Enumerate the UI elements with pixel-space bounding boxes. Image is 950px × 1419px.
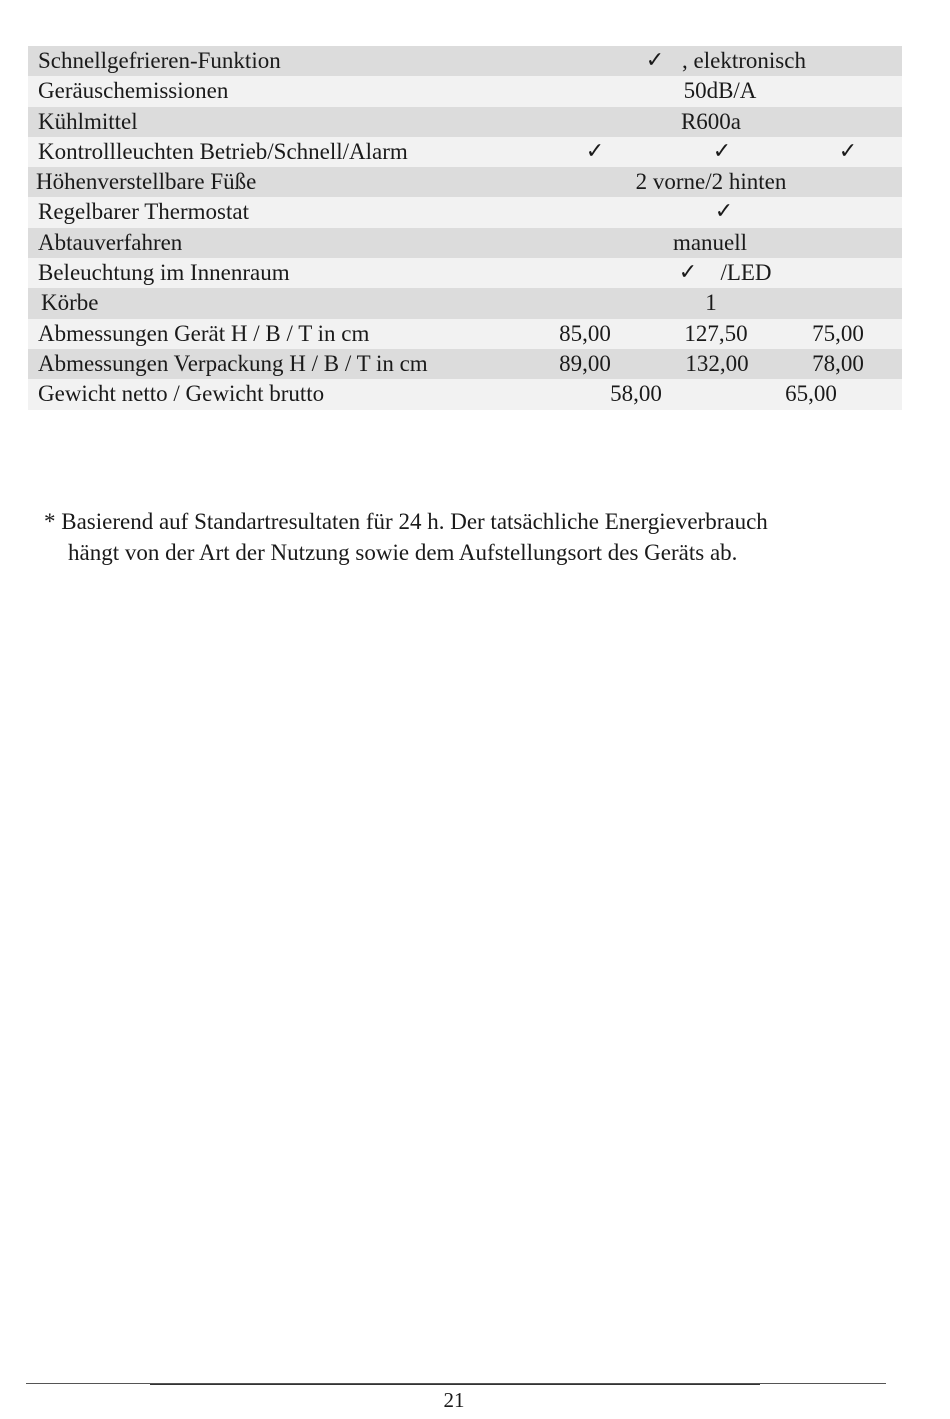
table-row <box>28 197 902 227</box>
row-value: , elektronisch <box>682 48 806 73</box>
table-row <box>28 137 902 167</box>
row-label: Abtauverfahren <box>38 229 183 255</box>
spec-table <box>28 46 902 410</box>
checkmark-icon: ✓ <box>712 138 732 164</box>
footnote-line-2: hängt von der Art der Nutzung sowie dem Aufstellungsort des Geräts ab. <box>68 540 738 565</box>
row-label: Gewicht netto / Gewicht brutto <box>38 381 325 407</box>
row-label: Regelbarer Thermostat <box>38 199 249 225</box>
row-value: /LED <box>720 260 772 286</box>
table-row <box>28 349 902 379</box>
table-row <box>28 46 902 76</box>
table-row <box>28 167 902 197</box>
row-value: 1 <box>705 290 717 316</box>
row-label: Kühlmittel <box>38 108 138 134</box>
checkmark-icon: ✓ <box>714 199 734 225</box>
row-label: Höhenverstellbare Füße <box>36 169 257 195</box>
table-row <box>28 319 902 349</box>
table-row <box>28 107 902 137</box>
table-row <box>28 379 902 409</box>
page-number: 21 <box>443 1388 465 1412</box>
checkmark-icon: ✓ <box>838 138 858 164</box>
checkmark-icon: ✓ <box>678 260 698 286</box>
table-row <box>28 258 902 288</box>
row-value: 58,00 <box>610 381 662 407</box>
row-value: 78,00 <box>812 350 864 376</box>
row-value: R600a <box>680 108 742 134</box>
row-value: 2 vorne/2 hinten <box>635 169 787 195</box>
row-label: Beleuchtung im Innenraum <box>38 260 290 286</box>
table-row <box>28 76 902 106</box>
checkmark-icon: ✓ <box>645 48 665 73</box>
row-label: Kontrollleuchten Betrieb/Schnell/Alarm <box>38 138 408 164</box>
row-label: Abmessungen Gerät H / B / T in cm <box>38 320 370 346</box>
footer-rule-inner <box>150 1384 760 1385</box>
row-value: 75,00 <box>812 320 864 346</box>
row-value: 132,00 <box>685 350 749 376</box>
row-value: manuell <box>672 229 748 255</box>
table-row <box>28 228 902 258</box>
row-value: 50dB/A <box>683 78 757 104</box>
row-label: Schnellgefrieren-Funktion <box>38 48 281 73</box>
row-label: Abmessungen Verpackung H / B / T in cm <box>38 350 428 376</box>
table-row <box>28 288 902 318</box>
footnote <box>44 506 884 568</box>
footnote-line-1: * Basierend auf Standartresultaten für 24 h. Der tatsächliche Energieverbrauch <box>44 509 768 534</box>
row-label: Geräuschemissionen <box>38 78 229 104</box>
row-value: 85,00 <box>559 320 611 346</box>
row-value: 89,00 <box>559 350 611 376</box>
checkmark-icon: ✓ <box>585 138 605 164</box>
row-value: 65,00 <box>785 381 837 407</box>
row-value: 127,50 <box>684 320 748 346</box>
row-label: Körbe <box>41 290 99 316</box>
